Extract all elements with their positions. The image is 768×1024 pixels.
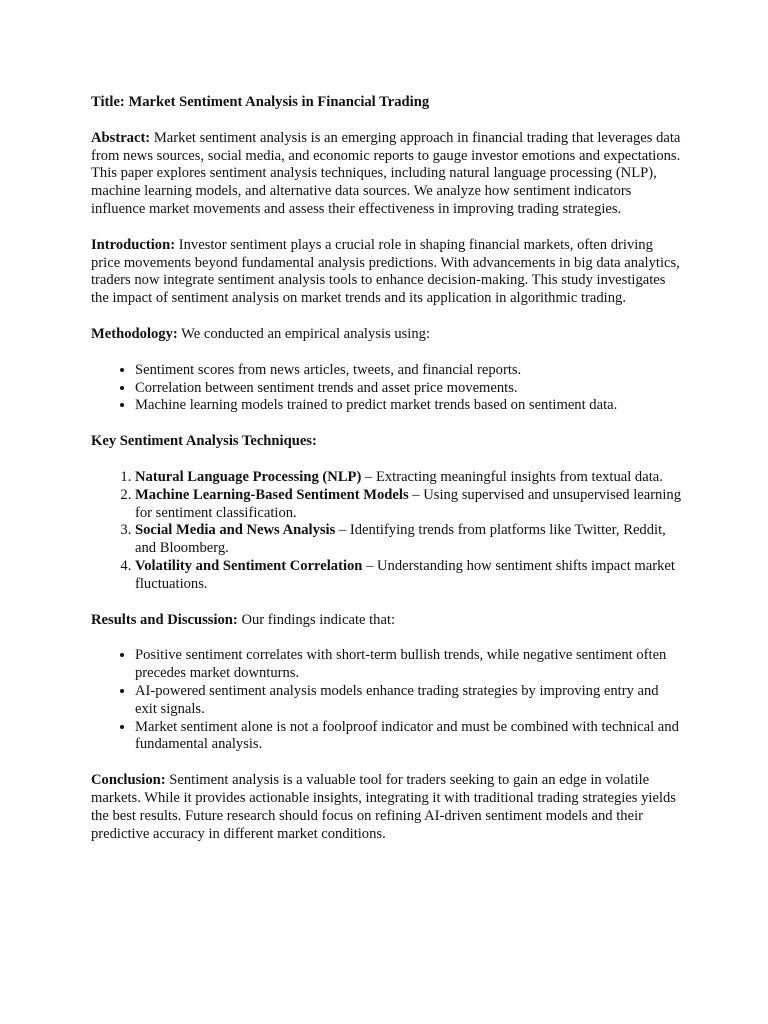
results-paragraph (91, 612, 681, 630)
technique-name: Volatility and Sentiment Correlation (135, 557, 363, 574)
introduction-paragraph (91, 237, 681, 308)
list-item: • Sentiment scores from news articles, tweets, and financial reports. (135, 362, 681, 380)
technique-name: Machine Learning-Based Sentiment Models (135, 486, 409, 503)
title-paragraph (91, 94, 681, 112)
list-item (135, 469, 681, 487)
methodology-text: We conducted an empirical analysis using: (181, 325, 431, 342)
technique-name: Social Media and News Analysis (135, 522, 336, 539)
methodology-list (91, 362, 681, 415)
abstract-text: Market sentiment analysis is an emerging approach in financial trading that leverages data from news sources, social media, and economic reports to gauge investor emotions and expectations. This paper explores sentiment analysis techniques, including natural language processing (NLP), machine learning models, and alternative data sources. We analyze how sentiment indicators influence market movements and assess their effectiveness in improving trading strategies. (91, 129, 681, 217)
techniques-heading-text: Key Sentiment Analysis Techniques: (91, 433, 317, 450)
methodology-paragraph (91, 326, 681, 344)
list-item: • Market sentiment alone is not a foolproof indicator and must be combined with technical and fundamental analysis. (135, 719, 681, 755)
results-list (91, 647, 681, 754)
methodology-label: Methodology: (91, 325, 178, 342)
introduction-text: Investor sentiment plays a crucial role in shaping financial markets, often driving price movements beyond fundamental analysis predictions. With advancements in big data analytics, traders now integrate sentiment analysis tools to enhance decision-making. This study investigates the impact of sentiment analysis on market trends and its application in algorithmic trading. (91, 236, 680, 307)
conclusion-label: Conclusion: (91, 772, 166, 789)
techniques-heading (91, 433, 681, 451)
conclusion-text: Sentiment analysis is a valuable tool for traders seeking to gain an edge in volatile markets. While it provides actionable insights, integrating it with traditional trading strategies yields the best results. Future research should focus on refining AI-driven sentiment models and their predictive accuracy in different market conditions. (91, 772, 676, 842)
title-text: Market Sentiment Analysis in Financial Trading (128, 94, 430, 110)
list-item (135, 558, 681, 594)
technique-desc: – Understanding how sentiment shifts impact market fluctuations. (135, 557, 675, 592)
technique-name: Natural Language Processing (NLP) (135, 468, 362, 485)
title-label: Title: (91, 94, 125, 110)
introduction-label: Introduction: (91, 236, 176, 253)
results-text: Our findings indicate that: (241, 611, 396, 628)
list-item: • Correlation between sentiment trends and asset price movements. (135, 380, 681, 398)
technique-desc: – Identifying trends from platforms like Twitter, Reddit, and Bloomberg. (135, 522, 666, 557)
abstract-label: Abstract: (91, 129, 151, 146)
conclusion-paragraph (91, 772, 681, 843)
technique-desc: – Extracting meaningful insights from textual data. (361, 468, 663, 485)
list-item: • Machine learning models trained to predict market trends based on sentiment data. (135, 397, 681, 415)
document-page (91, 94, 681, 861)
list-item (135, 487, 681, 523)
abstract-paragraph (91, 130, 681, 219)
list-item: • AI-powered sentiment analysis models enhance trading strategies by improving entry and exit signals. (135, 683, 681, 719)
techniques-list (91, 469, 681, 594)
technique-desc: – Using supervised and unsupervised learning for sentiment classification. (135, 486, 682, 521)
list-item (135, 522, 681, 558)
list-item: • Positive sentiment correlates with short-term bullish trends, while negative sentiment often precedes market downturns. (135, 647, 681, 683)
results-label: Results and Discussion: (91, 611, 238, 628)
